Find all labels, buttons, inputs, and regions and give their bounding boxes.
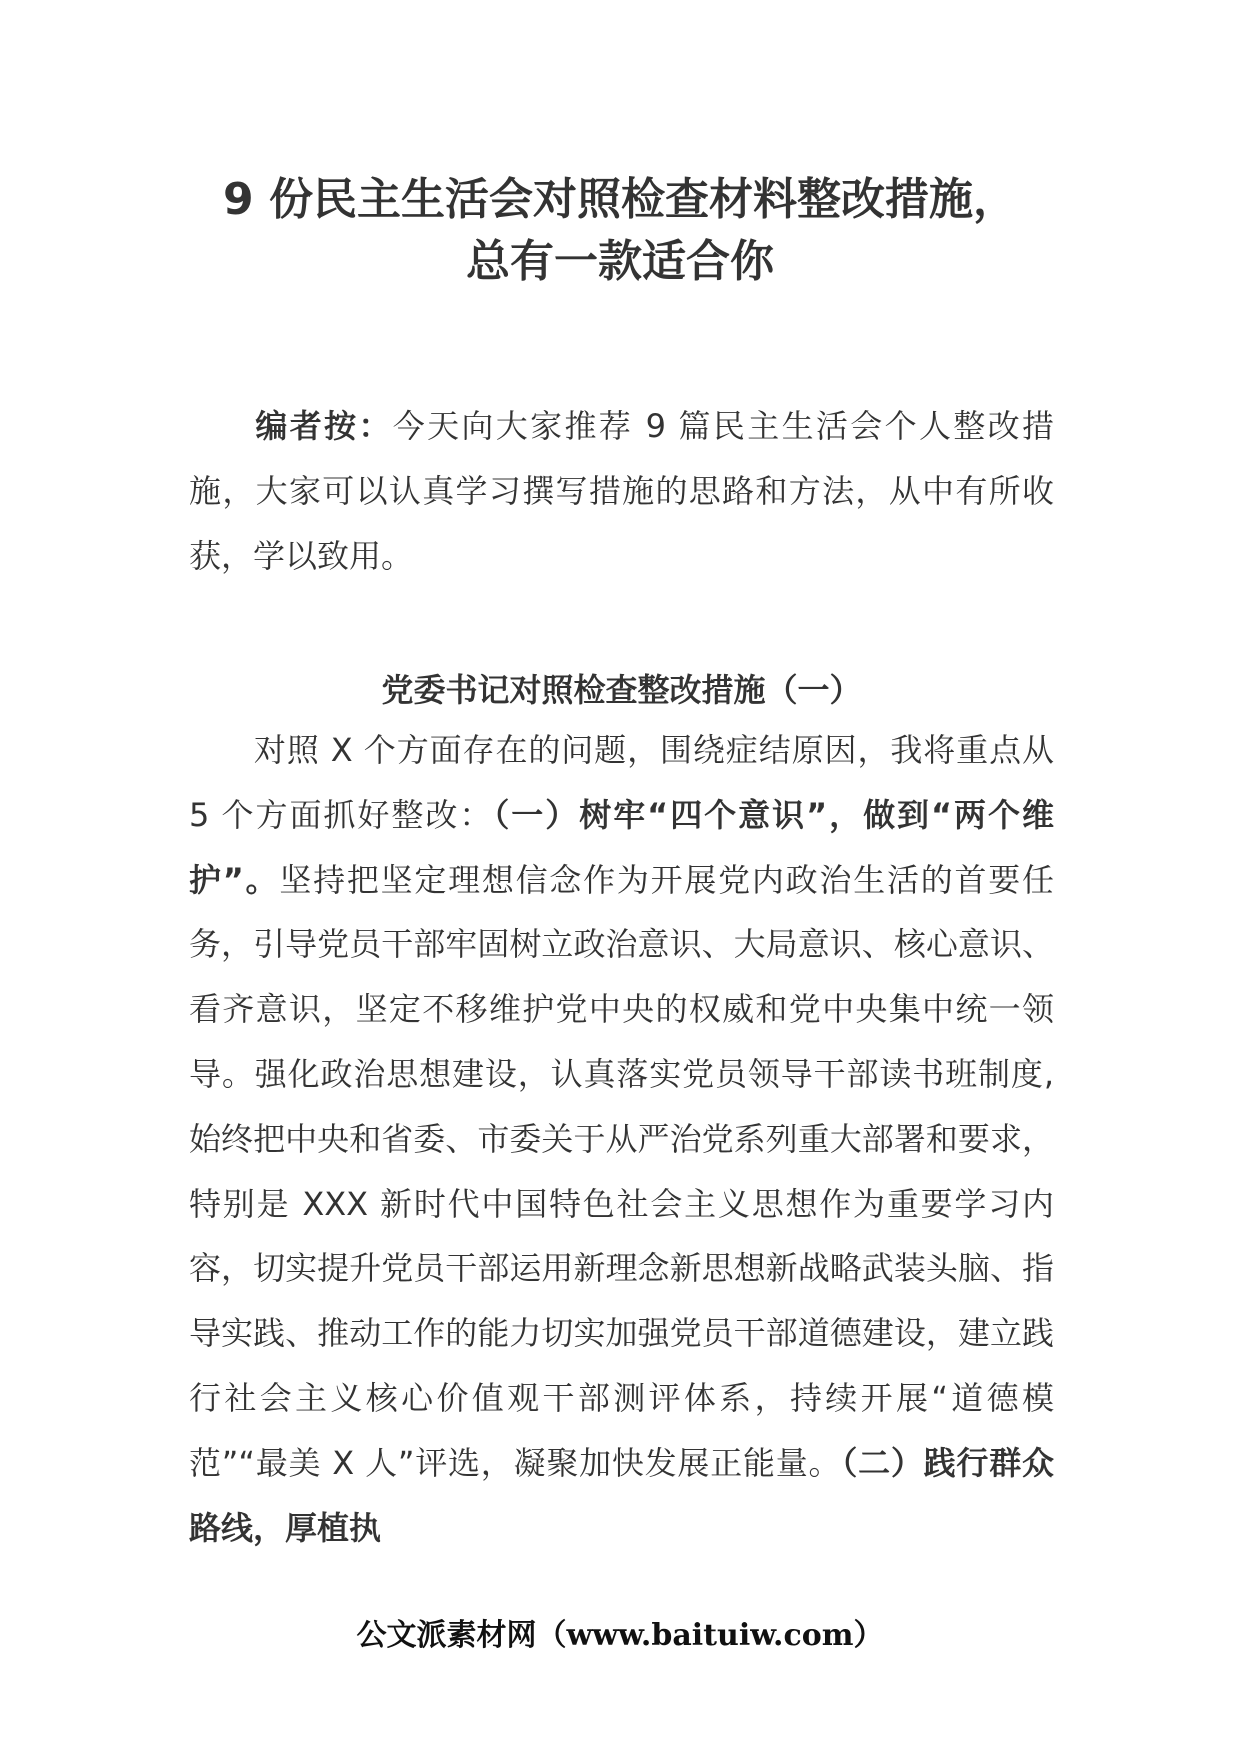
section-heading: 党委书记对照检查整改措施（一） — [381, 671, 862, 709]
point-1-text: 坚持把坚定理想信念作为开展党内政治生活的首要任务，引导党员干部牢固树立政治意识、大局意识、核心意识、看齐意识，坚定不移维护党中央的权威和党中央集中统一领导。强化政治思想建设，认真落实党员领导干部读书班制度,始终把中央和省委、市委关于从严治党系列重大部署和要求，特别是 XXX 新时代中国特色社会主义思想作为重要学习内容，切实提升党员干部运用新理念新思想新战略武装头脑、指导实践、推动工作的能力切实加强党员干部道德建设，建立践行社会主义核心价值观干部测评体系，持续开展“道德模范”“最美 X 人”评选，凝聚加快发展正能量。 — [189, 860, 1054, 1482]
point-1-title: （一）树牢“四个意识”，做到“两个维护”。 — [189, 795, 1054, 899]
editor-note-label: 编者按： — [253, 407, 393, 445]
document-title-line-1: 9 份民主生活会对照检查材料整改措施， — [223, 174, 1017, 225]
editor-note-paragraph — [189, 394, 1054, 588]
document-title-line-2: 总有一款适合你 — [466, 236, 774, 287]
section-intro: 对照 X 个方面存在的问题，围绕症结原因，我将重点从 5 个方面抓好整改： — [189, 731, 1054, 834]
page-footer: 公文派素材网（www.baituiw.com） — [356, 1618, 884, 1653]
body-paragraph — [189, 718, 1054, 1560]
point-2-title: （二）践行群众路线，厚植执 — [189, 1443, 1054, 1547]
editor-note-text: 今天向大家推荐 9 篇民主生活会个人整改措施，大家可以认真学习撰写措施的思路和方法，从中有所收获，学以致用。 — [189, 407, 1054, 575]
